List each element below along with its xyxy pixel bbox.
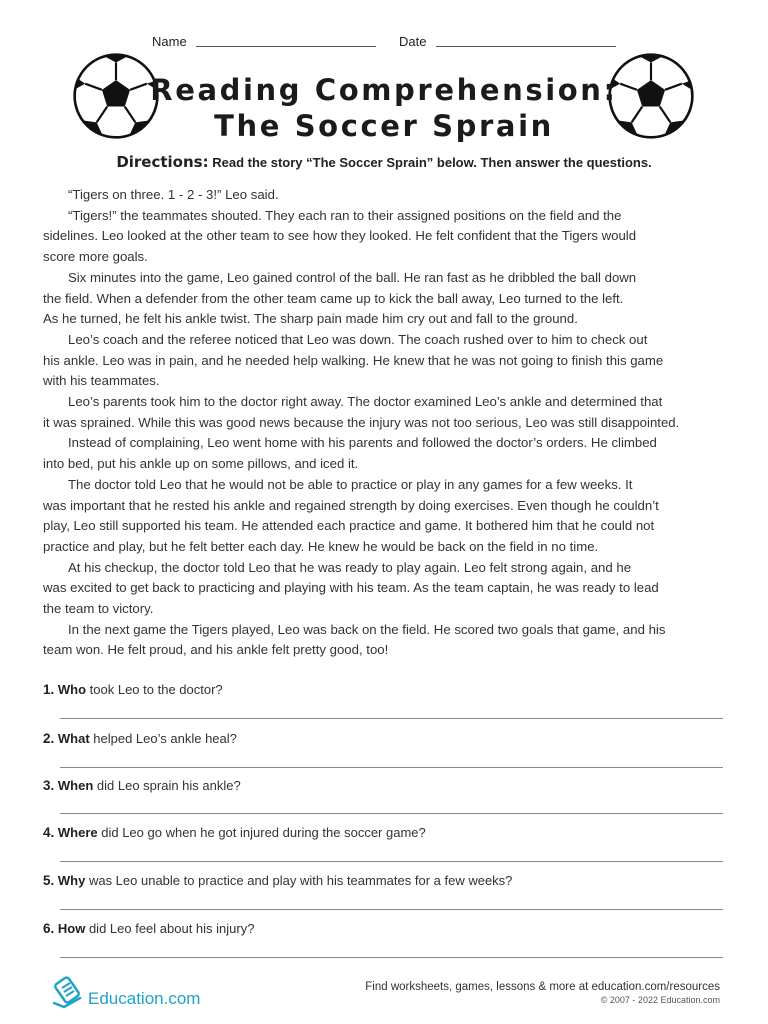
question-text: did Leo sprain his ankle?	[93, 778, 241, 793]
question-number: 2.	[43, 731, 55, 746]
answer-line-3[interactable]	[60, 813, 723, 814]
story-line: In the next game the Tigers played, Leo was back on the field. He scored two goals that game, and his	[68, 621, 666, 637]
question-keyword: What	[57, 731, 90, 746]
story-line: “Tigers!” the teammates shouted. They each ran to their assigned positions on the field and the	[68, 207, 622, 223]
footer	[365, 981, 720, 1005]
answer-line-1[interactable]	[60, 718, 723, 719]
story-line: practice and play, but he felt better each day. He knew he would be back on the field in no time.	[43, 538, 599, 554]
story-line: play, Leo still supported his team. He attended each practice and game. It bothered him that he could not	[43, 518, 655, 534]
name-date-row	[0, 34, 768, 54]
date-label: Date	[399, 34, 427, 49]
story-line: As he turned, he felt his ankle twist. The sharp pain made him cry out and fall to the ground.	[43, 311, 578, 327]
story-line: “Tigers on three. 1 - 2 - 3!” Leo said.	[68, 187, 279, 202]
story-line: the team to victory.	[43, 601, 154, 617]
answer-line-2[interactable]	[60, 767, 723, 768]
question-keyword: Why	[57, 873, 86, 888]
story-line: was important that he rested his ankle and regained strength by doing exercises. Even though he couldn’t	[43, 497, 659, 513]
answer-line-5[interactable]	[60, 909, 723, 910]
brand-name: Education.com	[88, 989, 201, 1008]
education-logo[interactable]	[50, 976, 210, 1012]
question-text: did Leo feel about his injury?	[85, 921, 255, 936]
story-line: The doctor told Leo that he would not be able to practice or play in any games for a few weeks. It	[68, 476, 633, 492]
question-keyword: Who	[57, 682, 87, 697]
question-3	[43, 778, 241, 793]
question-keyword: When	[57, 778, 94, 793]
footer-copyright: © 2007 - 2022 Education.com	[600, 995, 720, 1005]
story-line: his ankle. Leo was in pain, and he needed help walking. He knew that he was not going to finish this game	[43, 352, 664, 368]
story-line: sidelines. Leo looked at the other team to see how they looked. He felt confident that the Tigers would	[43, 228, 637, 244]
story-line: team won. He felt proud, and his ankle felt pretty good, too!	[43, 642, 389, 658]
directions-text: Read the story “The Soccer Sprain” below. Then answer the questions.	[212, 155, 652, 170]
question-5	[43, 873, 512, 888]
story-line: was excited to get back to practicing and playing with his team. As the team captain, he was ready to lead	[43, 580, 659, 596]
title-line-1: Reading Comprehension:	[150, 73, 618, 107]
title-line-2: The Soccer Sprain	[214, 109, 554, 143]
answer-line-4[interactable]	[60, 861, 723, 862]
question-text: took Leo to the doctor?	[86, 682, 223, 697]
question-number: 3.	[43, 778, 55, 793]
story-line: it was sprained. While this was good news because the injury was not too serious, Leo was still disappointed.	[43, 414, 680, 430]
question-2	[43, 731, 237, 746]
question-number: 6.	[43, 921, 55, 936]
name-field[interactable]	[196, 46, 376, 47]
question-4	[43, 825, 426, 840]
question-number: 1.	[43, 682, 55, 697]
story-line: score more goals.	[43, 249, 148, 265]
story-line: At his checkup, the doctor told Leo that he was ready to play again. Leo felt strong again, and he	[68, 559, 632, 575]
question-text: did Leo go when he got injured during the soccer game?	[97, 825, 426, 840]
date-field[interactable]	[436, 46, 616, 47]
question-1	[43, 682, 223, 697]
name-label: Name	[152, 34, 187, 49]
story-line: Leo’s parents took him to the doctor right away. The doctor examined Leo’s ankle and determined that	[68, 394, 663, 410]
story-line: into bed, put his ankle up on some pillows, and iced it.	[43, 456, 359, 472]
footer-tagline: Find worksheets, games, lessons & more at education.com/resources	[365, 981, 720, 993]
question-keyword: How	[57, 921, 86, 936]
question-number: 5.	[43, 873, 55, 888]
answer-line-6[interactable]	[60, 957, 723, 958]
directions	[0, 153, 768, 171]
education-logo-icon	[50, 976, 84, 1010]
story-line: the field. When a defender from the other team came up to kick the ball away, Leo turned to the left.	[43, 290, 624, 306]
directions-heading: Directions:	[116, 153, 209, 171]
question-6	[43, 921, 254, 936]
question-text: helped Leo’s ankle heal?	[89, 731, 237, 746]
story	[43, 185, 727, 661]
question-text: was Leo unable to practice and play with his teammates for a few weeks?	[85, 873, 513, 888]
page-title	[0, 72, 768, 144]
question-keyword: Where	[57, 825, 98, 840]
story-line: Leo’s coach and the referee noticed that Leo was down. The coach rushed over to him to check out	[68, 331, 648, 347]
story-line: with his teammates.	[43, 373, 160, 389]
story-line: Instead of complaining, Leo went home with his parents and followed the doctor’s orders. He climbed	[68, 435, 657, 451]
question-number: 4.	[43, 825, 55, 840]
story-line: Six minutes into the game, Leo gained control of the ball. He ran fast as he dribbled the ball down	[68, 269, 637, 285]
